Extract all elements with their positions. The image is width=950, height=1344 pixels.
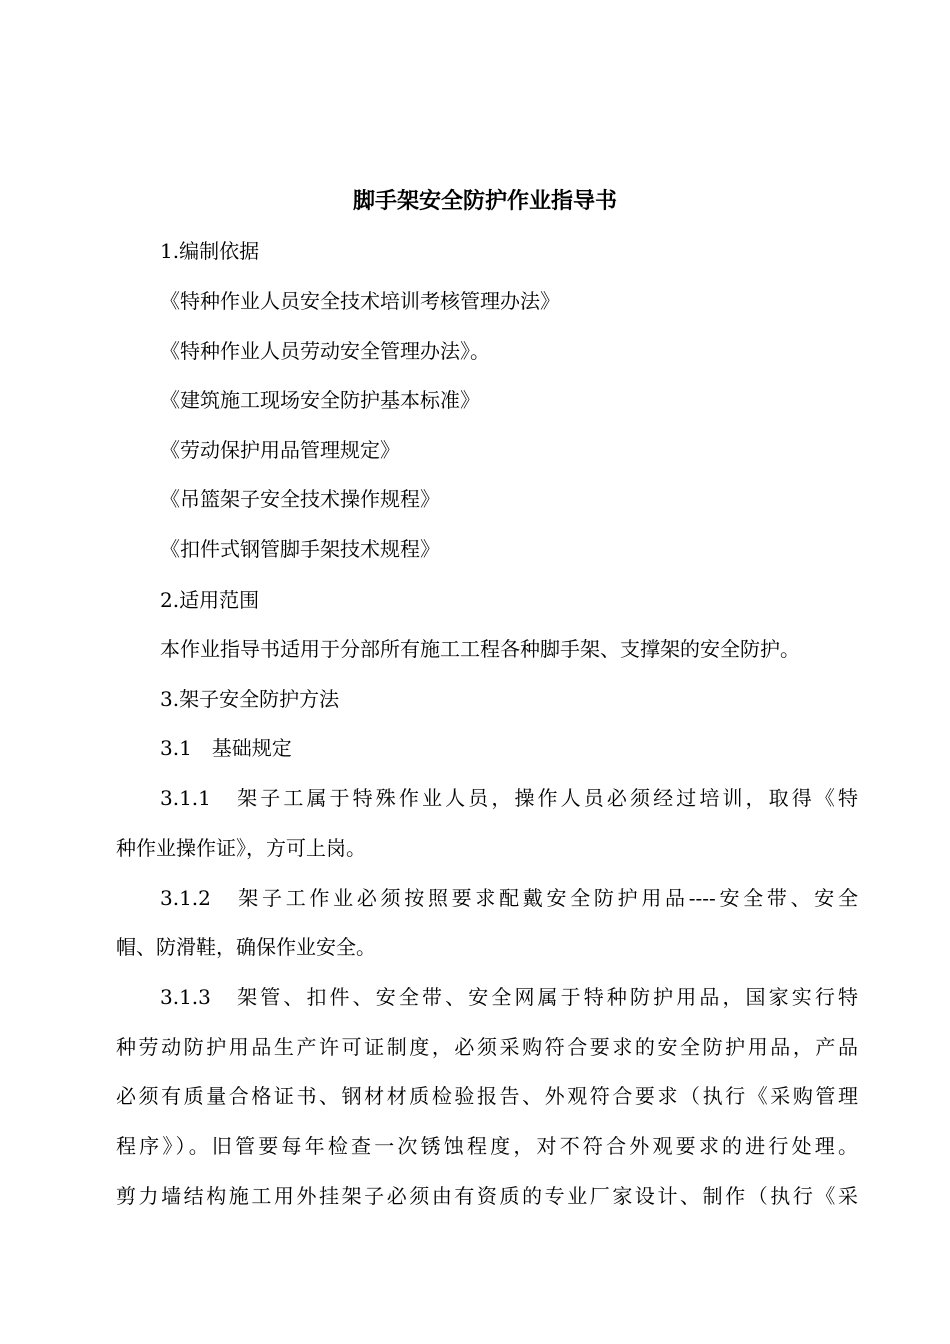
subsection-heading: 3.1 基础规定 [160, 736, 292, 760]
reference-item: 《特种作业人员安全技术培训考核管理办法》 [160, 289, 560, 313]
clause-line: 种作业操作证》，方可上岗。 [116, 836, 366, 860]
reference-item: 《吊篮架子安全技术操作规程》 [160, 487, 440, 511]
reference-item: 《建筑施工现场安全防护基本标准》 [160, 388, 480, 412]
clause-line: 种劳动防护用品生产许可证制度，必须采购符合要求的安全防护用品，产品 [116, 1035, 858, 1059]
reference-item: 《特种作业人员劳动安全管理办法》。 [160, 339, 490, 363]
reference-item: 《劳动保护用品管理规定》 [160, 438, 400, 462]
reference-item: 《扣件式钢管脚手架技术规程》 [160, 537, 440, 561]
clause-line: 必须有质量合格证书、钢材材质检验报告、外观符合要求（执行《采购管理 [116, 1084, 858, 1108]
section-heading-scope: 2.适用范围 [160, 588, 260, 612]
page-title: 脚手架安全防护作业指导书 [352, 189, 617, 214]
body-paragraph: 本作业指导书适用于分部所有施工工程各种脚手架、支撑架的安全防护。 [160, 637, 800, 661]
clause-line: 程序》）。旧管要每年检查一次锈蚀程度，对不符合外观要求的进行处理。 [116, 1134, 858, 1158]
clause-line: 帽、防滑鞋，确保作业安全。 [116, 935, 376, 959]
section-heading-methods: 3.架子安全防护方法 [160, 687, 340, 711]
clause-line: 3.1.3 架管、扣件、安全带、安全网属于特种防护用品，国家实行特 [160, 985, 858, 1009]
clause-line: 3.1.1 架子工属于特殊作业人员，操作人员必须经过培训，取得《特 [160, 786, 858, 810]
section-heading-basis: 1.编制依据 [160, 239, 260, 263]
clause-line: 剪力墙结构施工用外挂架子必须由有资质的专业厂家设计、制作（执行《采 [116, 1184, 858, 1208]
clause-line: 3.1.2 架子工作业必须按照要求配戴安全防护用品----安全带、安全 [160, 886, 858, 910]
